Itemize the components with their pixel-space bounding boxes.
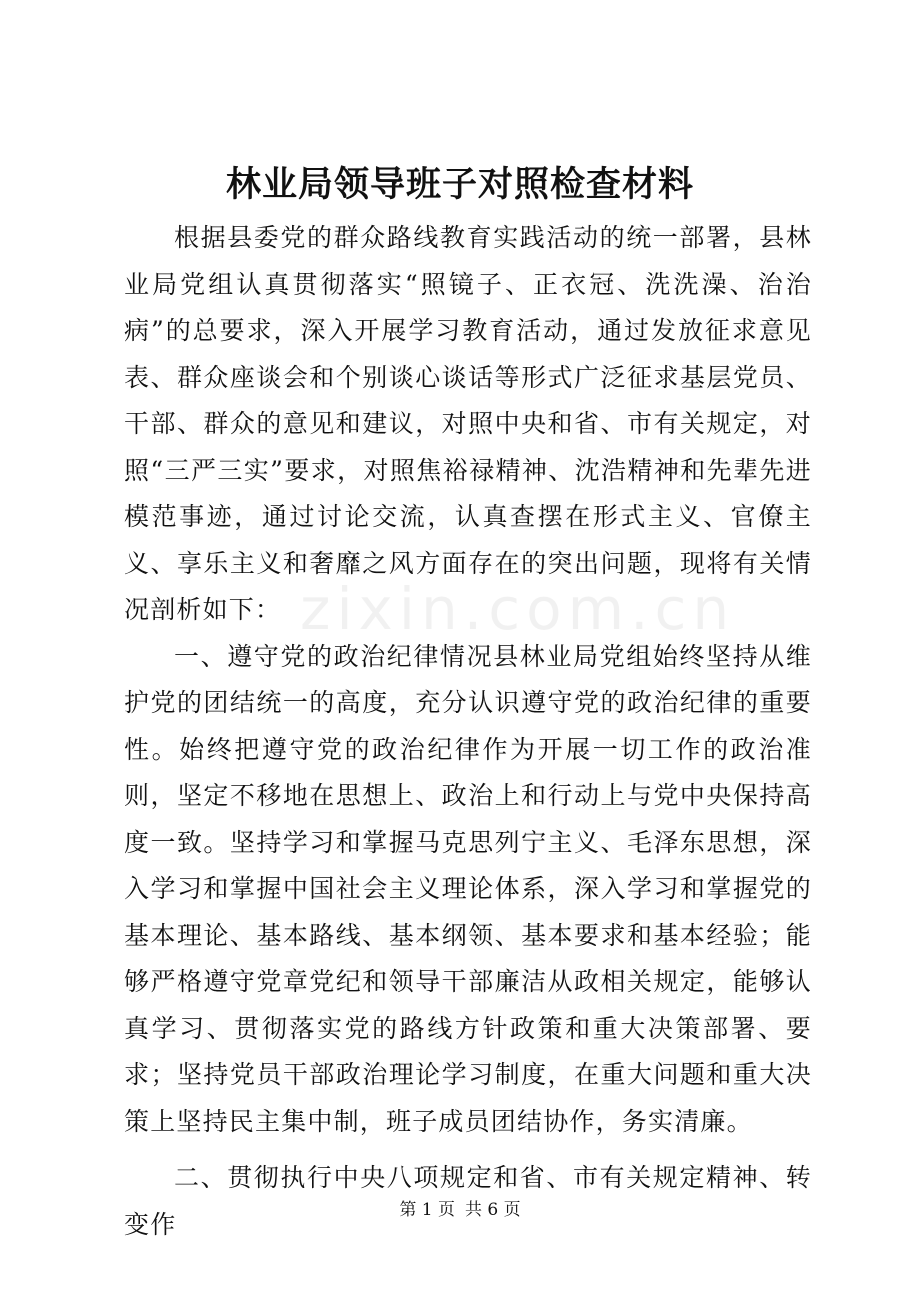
paragraph-intro: 根据县委党的群众路线教育实践活动的统一部署，县林业局党组认真贯彻落实“照镜子、正衣冠、洗洗澡、治治病”的总要求，深入开展学习教育活动，通过发放征求意见表、群众座谈会和个别谈心谈话等形式广泛征求基层党员、干部、群众的意见和建议，对照中央和省、市有关规定，对照“三严三实”要求，对照焦裕禄精神、沈浩精神和先辈先进模范事迹，通过讨论交流，认真查摆在形式主义、官僚主义、享乐主义和奢靡之风方面存在的突出问题，现将有关情况剖析如下： [124, 223, 812, 624]
document-title: 林业局领导班子对照检查材料 [225, 164, 694, 205]
paragraph-eight-rules: 二、贯彻执行中央八项规定和省、市有关规定精神、转变作 [124, 1163, 812, 1239]
page-number: 第 1 页 [399, 1200, 455, 1220]
paragraph-political-discipline: 一、遵守党的政治纪律情况县林业局党组始终坚持从维护党的团结统一的高度，充分认识遵守党的政治纪律的重要性。始终把遵守党的政治纪律作为开展一切工作的政治准则，坚定不移地在思想上、政治上和行动上与党中央保持高度一致。坚持学习和掌握马克思列宁主义、毛泽东思想，深入学习和掌握中国社会主义理论体系，深入学习和掌握党的基本理论、基本路线、基本纲领、基本要求和基本经验；能够严格遵守党章党纪和领导干部廉洁从政相关规定，能够认真学习、贯彻落实党的路线方针政策和重大决策部署、要求；坚持党员干部政治理论学习制度，在重大问题和重大决策上坚持民主集中制，班子成员团结协作，务实清廉。 [124, 641, 812, 1136]
page-footer [0, 1198, 920, 1222]
document-body [124, 215, 812, 1248]
page-total: 共 6 页 [465, 1200, 521, 1220]
watermark: zixin.com.cn [300, 575, 736, 643]
